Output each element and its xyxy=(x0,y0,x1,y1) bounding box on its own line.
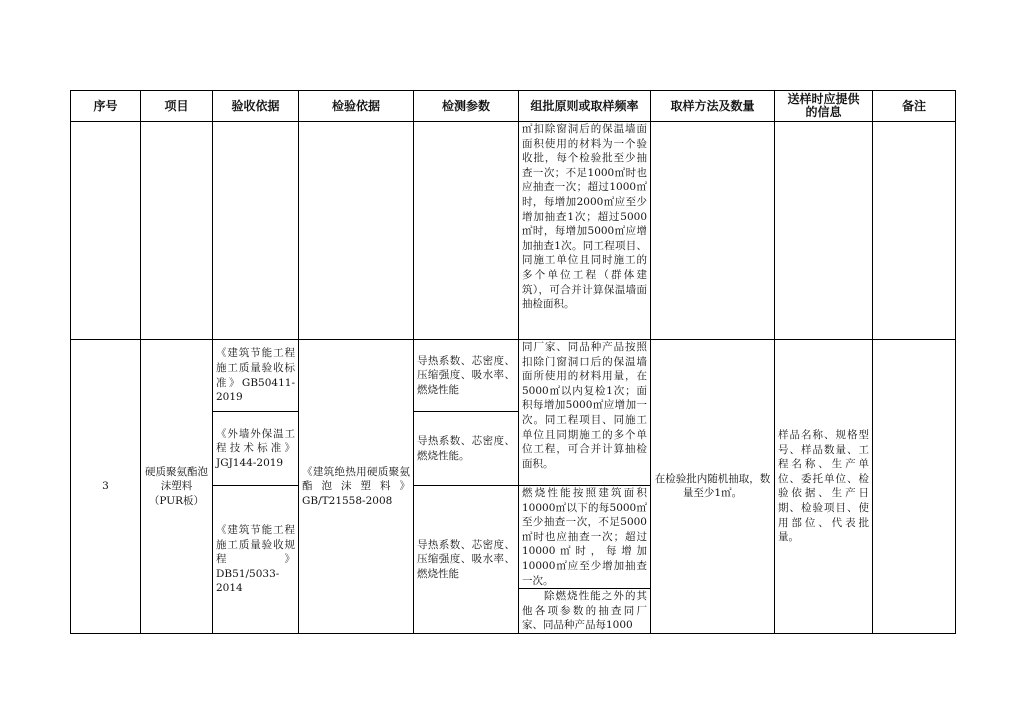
cell-parameters-1: 导热系数、芯密度、压缩强度、吸水率、燃烧性能 xyxy=(414,340,519,412)
header-info-line1: 送样时应提供 xyxy=(787,92,860,106)
header-acceptance-basis: 验收依据 xyxy=(213,91,299,122)
cell-empty xyxy=(71,122,141,340)
cell-empty xyxy=(141,122,213,340)
cell-empty xyxy=(651,122,775,340)
cell-empty xyxy=(414,122,519,340)
cell-parameters-3: 导热系数、芯密度、压缩强度、吸水率、燃烧性能 xyxy=(414,486,519,634)
cell-batch-rule-continued: ㎡扣除窗洞后的保温墙面面积使用的材料为一个验收批，每个检验批至少抽查一次；不足1000㎡时也应抽查一次；超过1000㎡时，每增加2000㎡应至少增加抽查1次；超过5000㎡时，每增加5000㎡应增加抽查1次。同工程项目、同施工单位且同时施工的多个单位工程（群体建筑），可合并计算保温墙面抽检面积。 xyxy=(519,122,651,340)
inspection-spec-table xyxy=(70,90,956,634)
table-row-continued xyxy=(71,122,956,340)
cell-acceptance-basis-3: 《建筑节能工程施工质量验收规程》DB51/5033-2014 xyxy=(213,486,299,634)
cell-empty xyxy=(213,122,299,340)
cell-batch-rule-2b xyxy=(519,589,651,634)
cell-remarks xyxy=(873,340,956,634)
cell-sampling-method: 在检验批内随机抽取，数量至少1㎡。 xyxy=(651,340,775,634)
cell-sample-info: 样品名称、规格型号、样品数量、工程名称、生产单位、委托单位、检验依据、生产日期、检验项目、使用部位、代表批量。 xyxy=(775,340,873,634)
cell-empty xyxy=(299,122,414,340)
header-sampling-method: 取样方法及数量 xyxy=(651,91,775,122)
table-row-3-a xyxy=(71,340,956,412)
header-no: 序号 xyxy=(71,91,141,122)
header-row xyxy=(71,91,956,122)
cell-acceptance-basis-2: 《外墙外保温工程技术标准》JGJ144-2019 xyxy=(213,412,299,486)
header-inspection-basis: 检验依据 xyxy=(299,91,414,122)
header-remarks: 备注 xyxy=(873,91,956,122)
header-info xyxy=(775,91,873,122)
cell-parameters-2: 导热系数、芯密度、燃烧性能。 xyxy=(414,412,519,486)
cell-item-name: 硬质聚氨酯泡沫塑料（PUR板） xyxy=(141,340,213,634)
batch-rule-2b-text: 除燃烧性能之外的其他各项参数的抽查同厂家、同品种产品每1000 xyxy=(522,590,647,632)
cell-empty xyxy=(873,122,956,340)
cell-acceptance-basis-1: 《建筑节能工程施工质量验收标准》GB50411-2019 xyxy=(213,340,299,412)
cell-batch-rule-1: 同厂家、同品种产品按照扣除门窗洞口后的保温墙面所使用的材料用量，在5000㎡以内复检1次；面积每增加5000㎡应增加一次。同工程项目、同施工单位且同期施工的多个单位工程，可合并计算抽检面积。 xyxy=(519,340,651,486)
cell-batch-rule-2a: 燃烧性能按照建筑面积10000㎡以下的每5000㎡至少抽查一次，不足5000㎡时也应抽查一次；超过10000㎡时，每增加10000㎡应至少增加抽查一次。 xyxy=(519,486,651,589)
cell-inspection-basis: 《建筑绝热用硬质聚氨酯泡沫塑料》GB/T21558-2008 xyxy=(299,340,414,634)
header-item: 项目 xyxy=(141,91,213,122)
header-info-line2: 的信息 xyxy=(805,105,842,119)
header-batch-rule: 组批原则或取样频率 xyxy=(519,91,651,122)
header-parameters: 检测参数 xyxy=(414,91,519,122)
cell-empty xyxy=(775,122,873,340)
cell-row-number: 3 xyxy=(71,340,141,634)
